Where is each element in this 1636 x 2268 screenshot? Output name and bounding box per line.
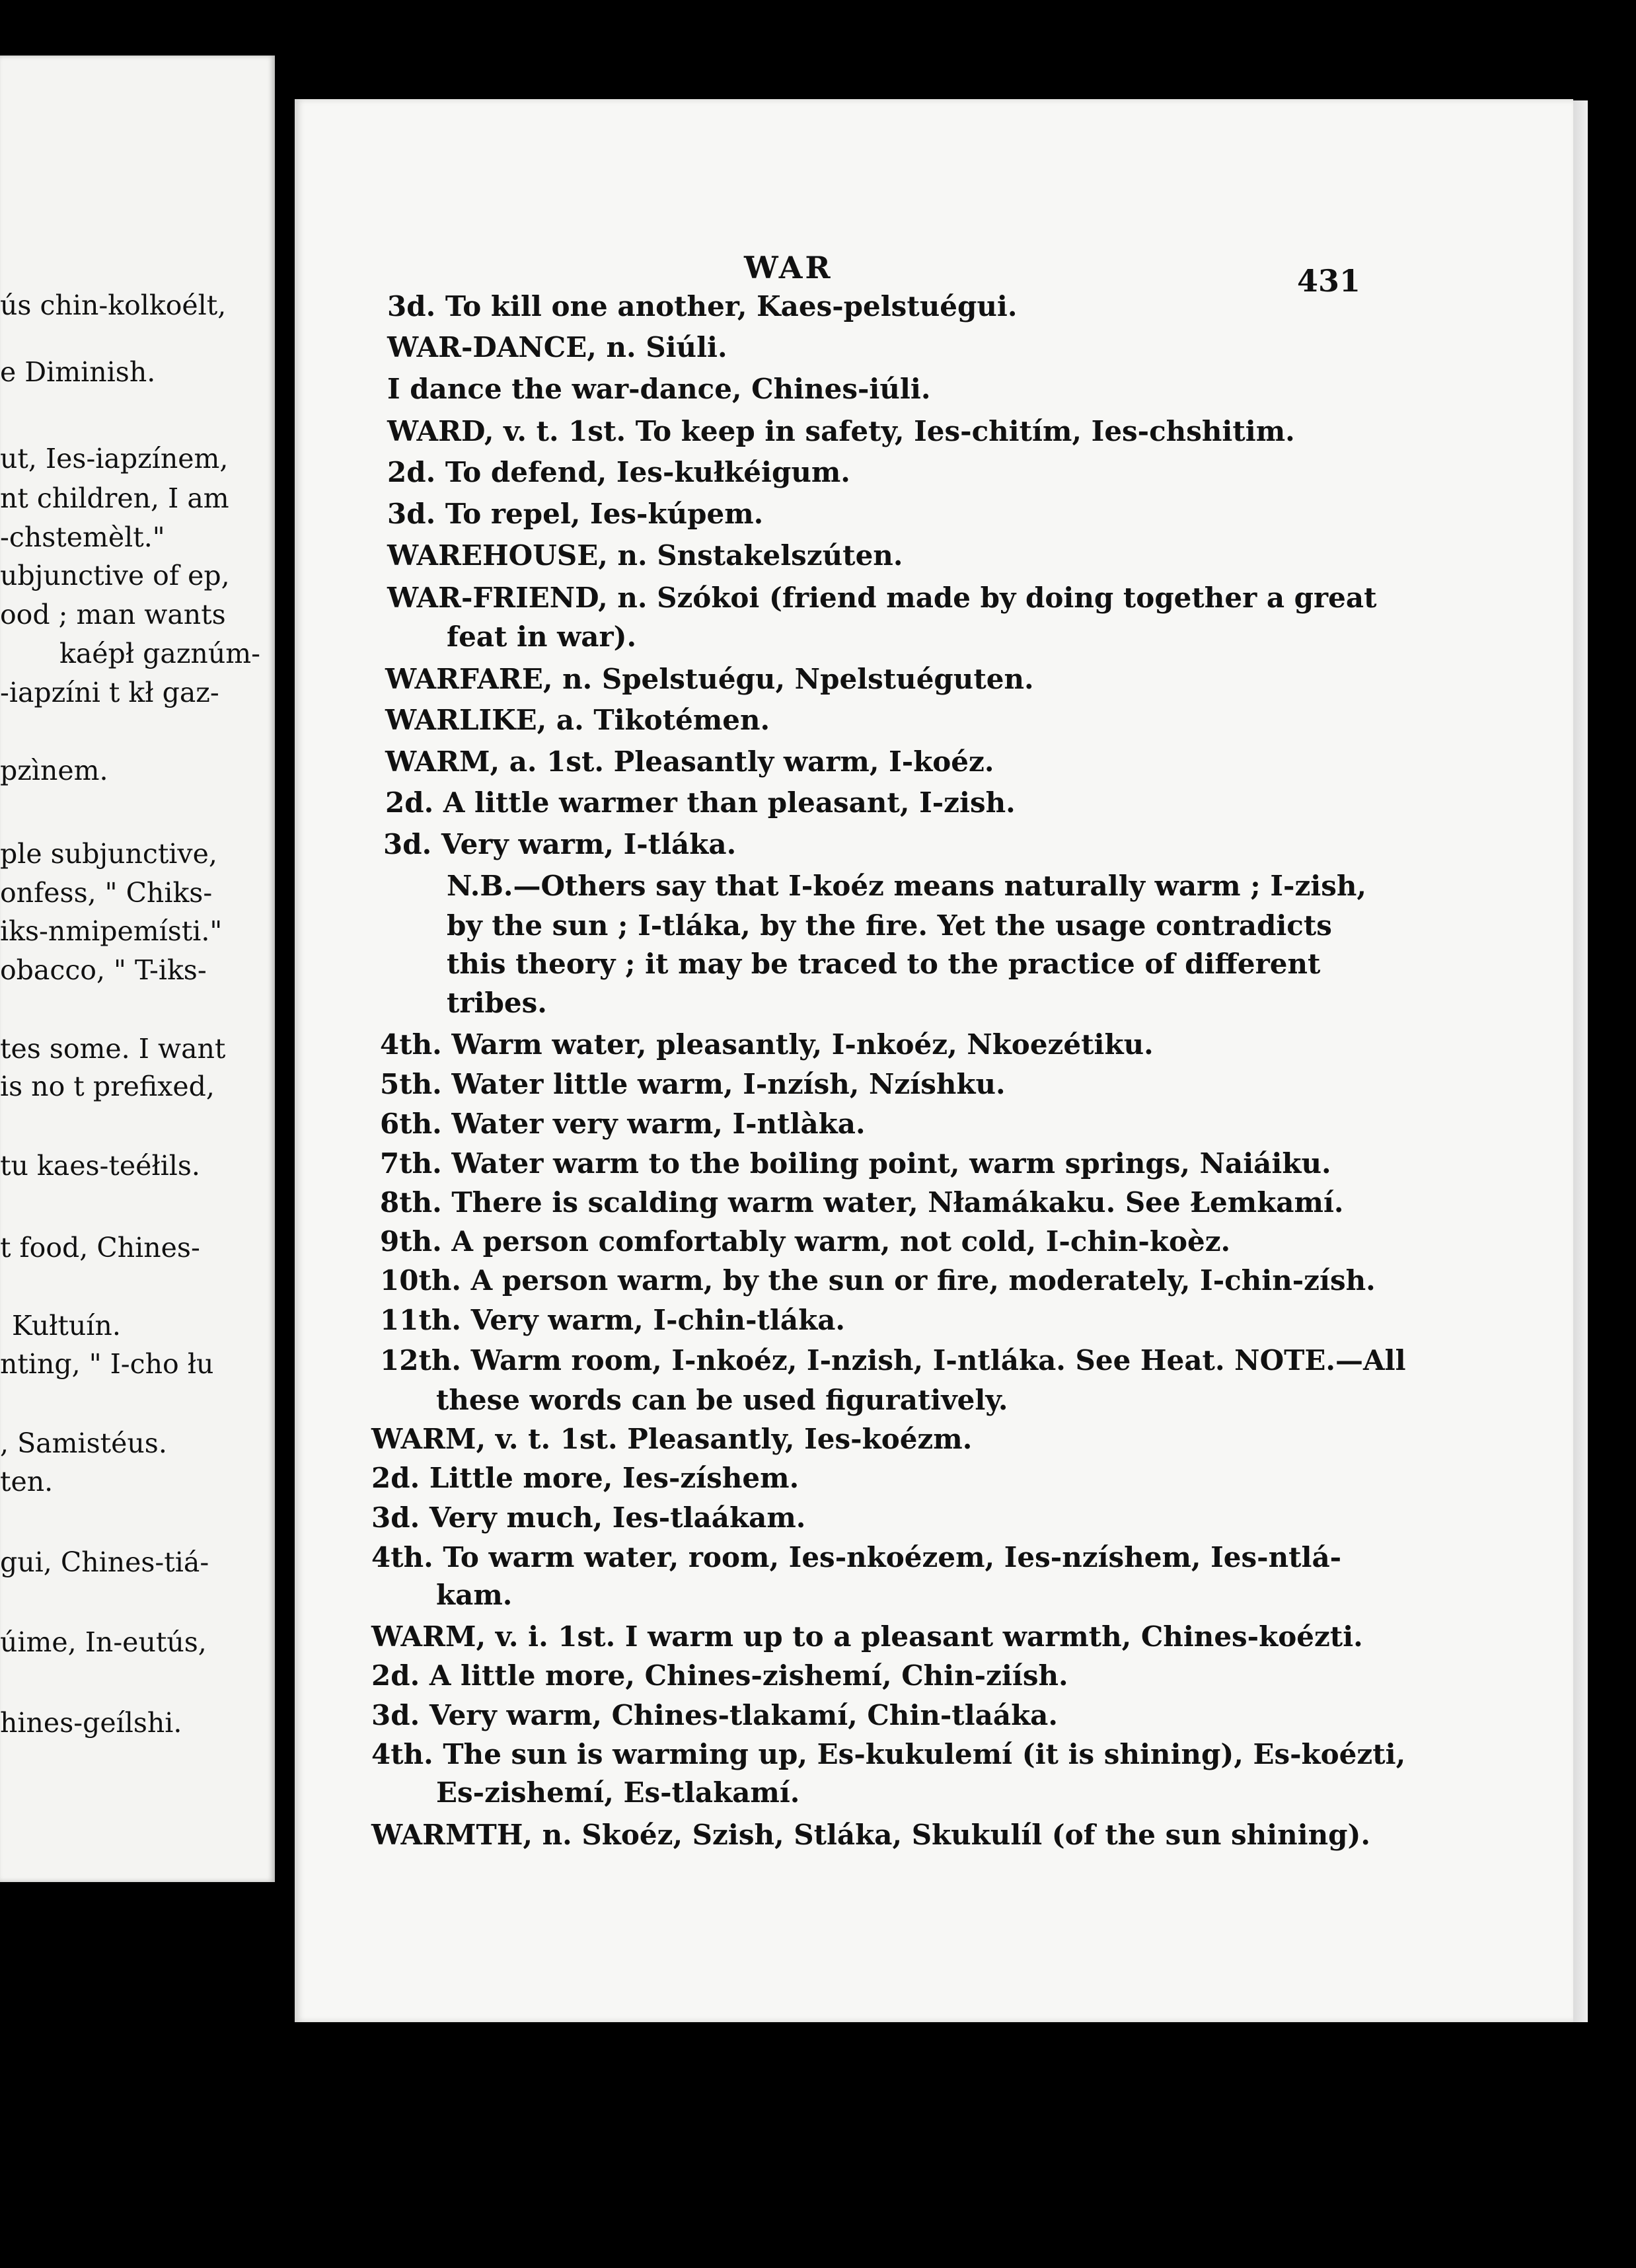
entry-line: WARMTH, n. Skoéz, Szish, Stláka, Skukulíl (of the sun shining). xyxy=(371,1819,1371,1851)
left-fragment: Kułtuín. xyxy=(12,1310,121,1342)
previous-page-fragment xyxy=(0,56,275,1882)
entry-line: WAR-FRIEND, n. Szókoi (friend made by doing together a great xyxy=(387,582,1377,614)
entry-line: 8th. There is scalding warm water, Nłamákaku. See Łemkamí. xyxy=(380,1186,1344,1219)
left-fragment: pzìnem. xyxy=(0,755,108,786)
entry-line: this theory ; it may be traced to the practice of different xyxy=(447,948,1321,980)
left-fragment: is no t prefixed, xyxy=(0,1071,215,1102)
entry-line: WARM, a. 1st. Pleasantly warm, I-koéz. xyxy=(385,745,994,778)
entry-line: Es-zishemí, Es-tlakamí. xyxy=(436,1776,800,1809)
entry-line: 2d. A little warmer than pleasant, I-zish. xyxy=(385,786,1016,819)
entry-line: 12th. Warm room, I-nkoéz, I-nzish, I-ntláka. See Heat. NOTE.—All xyxy=(380,1344,1406,1377)
entry-line: N.B.—Others say that I-koéz means naturally warm ; I-zish, xyxy=(447,870,1367,902)
left-fragment: ús chin-kolkoélt, xyxy=(0,289,227,321)
left-fragment: , Samistéus. xyxy=(0,1427,167,1459)
entry-line: feat in war). xyxy=(447,621,637,653)
left-fragment: iks-nmipemísti." xyxy=(0,915,223,947)
left-fragment: onfess, " Chiks- xyxy=(0,877,213,909)
entry-line: 5th. Water little warm, I-nzísh, Nzíshku. xyxy=(380,1068,1006,1100)
page-number: 431 xyxy=(1297,263,1361,299)
left-fragment: ten. xyxy=(0,1466,54,1497)
left-fragment: ut, Ies-iapzínem, xyxy=(0,443,229,474)
entry-line: 3d. To repel, Ies-kúpem. xyxy=(387,498,764,530)
left-fragment: t food, Chines- xyxy=(0,1232,200,1264)
entry-line: kam. xyxy=(436,1579,513,1611)
left-fragment: -chstemèlt." xyxy=(0,521,165,553)
entry-line: WAR-DANCE, n. Siúli. xyxy=(387,331,727,363)
entry-line: WARLIKE, a. Tikotémen. xyxy=(385,704,770,736)
entry-line: 3d. Very warm, Chines-tlakamí, Chin-tlaáka. xyxy=(371,1699,1059,1731)
entry-line: WARD, v. t. 1st. To keep in safety, Ies-chitím, Ies-chshitim. xyxy=(387,415,1295,447)
left-fragment: ubjunctive of ep, xyxy=(0,560,230,591)
entry-line: by the sun ; I-tláka, by the fire. Yet the usage contradicts xyxy=(447,909,1332,942)
entry-line: 4th. Warm water, pleasantly, I-nkoéz, Nkoezétiku. xyxy=(380,1028,1154,1061)
left-fragment: -iapzíni t kł gaz- xyxy=(0,677,219,708)
entry-line: 10th. A person warm, by the sun or fire, moderately, I-chin-zísh. xyxy=(380,1264,1376,1297)
left-fragment: obacco, " T-iks- xyxy=(0,954,207,986)
entry-line: 2d. A little more, Chines-zishemí, Chin-ziísh. xyxy=(371,1659,1068,1692)
left-fragment: kaépł gaznúm- xyxy=(59,638,260,669)
left-fragment: ood ; man wants xyxy=(0,599,226,630)
entry-line: these words can be used figuratively. xyxy=(436,1384,1008,1416)
entry-line: tribes. xyxy=(447,987,547,1019)
left-fragment: gui, Chines-tiá- xyxy=(0,1546,209,1578)
entry-line: 4th. To warm water, room, Ies-nkoézem, Ies-nzíshem, Ies-ntlá- xyxy=(371,1541,1342,1573)
entry-line: 2d. To defend, Ies-kułkéigum. xyxy=(387,456,850,488)
entry-line: WAREHOUSE, n. Snstakelszúten. xyxy=(387,539,903,572)
left-fragment: e Diminish. xyxy=(0,356,156,388)
entry-line: WARM, v. t. 1st. Pleasantly, Ies-koézm. xyxy=(371,1423,973,1455)
entry-line: 2d. Little more, Ies-zíshem. xyxy=(371,1462,799,1494)
left-fragment: nting, " I-cho łu xyxy=(0,1348,214,1380)
entry-line: 11th. Very warm, I-chin-tláka. xyxy=(380,1304,846,1336)
left-fragment: tes some. I want xyxy=(0,1033,226,1065)
running-head: WAR xyxy=(744,250,833,285)
entry-line: WARFARE, n. Spelstuégu, Npelstuéguten. xyxy=(385,663,1034,695)
entry-line: 3d. Very warm, I-tláka. xyxy=(383,828,737,860)
entry-line: 6th. Water very warm, I-ntlàka. xyxy=(380,1108,866,1140)
left-fragment: nt children, I am xyxy=(0,482,229,514)
left-fragment: tu kaes-teéłils. xyxy=(0,1150,200,1182)
entry-line: WARM, v. i. 1st. I warm up to a pleasant warmth, Chines-koézti. xyxy=(371,1620,1363,1653)
entry-line: 7th. Water warm to the boiling point, warm springs, Naiáiku. xyxy=(380,1147,1331,1180)
entry-line: 4th. The sun is warming up, Es-kukulemí (it is shining), Es-koézti, xyxy=(371,1738,1406,1770)
entry-line: 9th. A person comfortably warm, not cold, I-chin-koèz. xyxy=(380,1225,1231,1258)
entry-line: 3d. Very much, Ies-tlaákam. xyxy=(371,1501,806,1534)
entry-line: I dance the war-dance, Chines-iúli. xyxy=(387,373,931,405)
entry-line: 3d. To kill one another, Kaes-pelstuégui. xyxy=(387,290,1018,322)
left-fragment: hines-geílshi. xyxy=(0,1707,182,1739)
page-edge xyxy=(1573,100,1588,2022)
left-fragment: ple subjunctive, xyxy=(0,838,217,870)
left-fragment: úime, In-eutús, xyxy=(0,1626,207,1658)
